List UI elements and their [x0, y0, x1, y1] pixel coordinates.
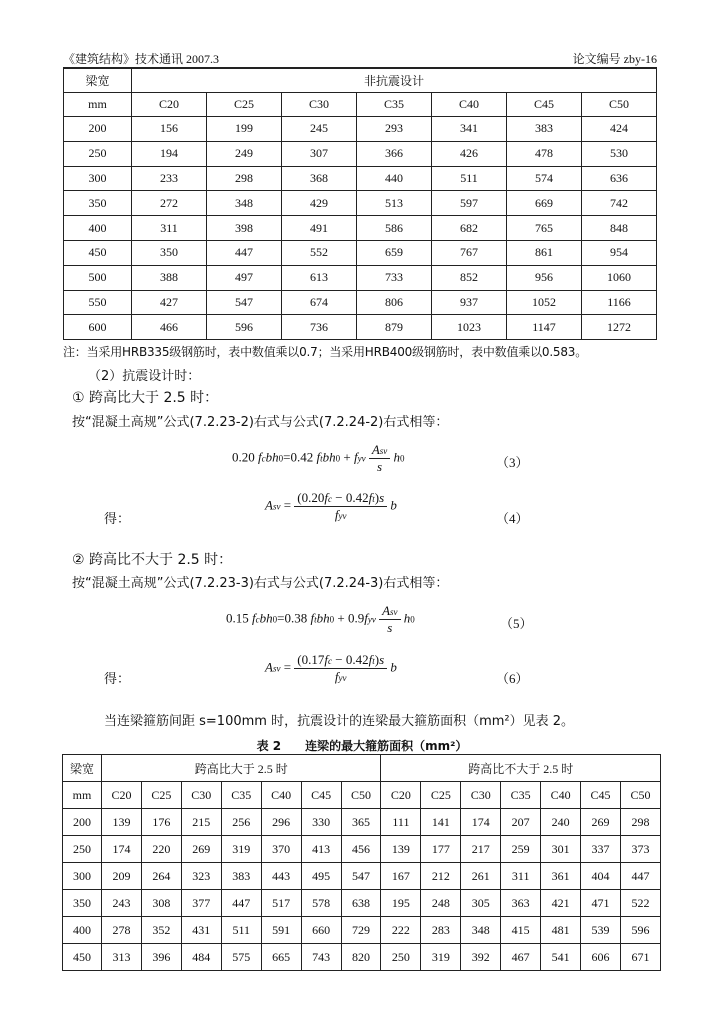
table-cell: 240	[541, 809, 581, 836]
grade-header: C30	[282, 93, 357, 117]
row-width: 500	[64, 265, 132, 290]
row-width: 450	[63, 944, 102, 971]
table-cell: 852	[432, 265, 507, 290]
table-cell: 243	[102, 890, 142, 917]
table-cell: 361	[541, 863, 581, 890]
table-cell: 341	[432, 117, 507, 142]
table-cell: 248	[421, 890, 461, 917]
grade-header: C25	[141, 782, 181, 809]
table-cell: 174	[102, 836, 142, 863]
table-row	[63, 917, 661, 944]
table-cell: 517	[261, 890, 301, 917]
summary-text: 当连梁箍筋间距 s=100mm 时，抗震设计的连梁最大箍筋面积（mm²）见表 2。	[104, 714, 575, 729]
row-width: 250	[64, 141, 132, 166]
table-cell: 396	[141, 944, 181, 971]
table-cell: 319	[221, 836, 261, 863]
table-cell: 249	[207, 141, 282, 166]
table-cell: 269	[581, 809, 621, 836]
table-cell: 307	[282, 141, 357, 166]
table-cell: 429	[282, 191, 357, 216]
table-cell: 591	[261, 917, 301, 944]
table-cell: 861	[507, 240, 582, 265]
table-row	[64, 240, 657, 265]
table-cell: 665	[261, 944, 301, 971]
table-cell: 330	[301, 809, 341, 836]
grade-header: C20	[381, 782, 421, 809]
table-row	[64, 265, 657, 290]
row-width: 300	[63, 863, 102, 890]
grade-header: C45	[507, 93, 582, 117]
table-cell: 659	[357, 240, 432, 265]
table-cell: 233	[132, 166, 207, 191]
grade-header: C50	[582, 93, 657, 117]
table-cell: 495	[301, 863, 341, 890]
row-width: 300	[64, 166, 132, 191]
table-cell: 363	[501, 890, 541, 917]
table-cell: 308	[141, 890, 181, 917]
table-cell: 660	[301, 917, 341, 944]
table-cell: 383	[507, 117, 582, 142]
table-cell: 638	[341, 890, 381, 917]
table-cell: 491	[282, 216, 357, 241]
table-cell: 879	[357, 315, 432, 340]
table-cell: 217	[461, 836, 501, 863]
grade-header: C50	[341, 782, 381, 809]
table-cell: 141	[421, 809, 461, 836]
row-width: 350	[64, 191, 132, 216]
table-cell: 368	[282, 166, 357, 191]
table-cell: 1023	[432, 315, 507, 340]
table-cell: 415	[501, 917, 541, 944]
table-cell: 323	[181, 863, 221, 890]
table-cell: 366	[357, 141, 432, 166]
table-cell: 176	[141, 809, 181, 836]
table-cell: 199	[207, 117, 282, 142]
table-cell: 765	[507, 216, 582, 241]
table-cell: 596	[207, 315, 282, 340]
row-width: 200	[63, 809, 102, 836]
table-cell: 511	[432, 166, 507, 191]
table-cell: 613	[282, 265, 357, 290]
table-row	[63, 809, 661, 836]
table-row	[64, 290, 657, 315]
unit-label: mm	[63, 782, 102, 809]
row-width: 200	[64, 117, 132, 142]
case2-text: 按“混凝土高规”公式(7.2.23-3)右式与公式(7.2.24-3)右式相等：	[72, 576, 449, 591]
row-width: 550	[64, 290, 132, 315]
page-header	[63, 50, 657, 66]
table-cell: 596	[620, 917, 660, 944]
table-row	[63, 863, 661, 890]
table-cell: 337	[581, 836, 621, 863]
table-row	[63, 890, 661, 917]
table-cell: 586	[357, 216, 432, 241]
table-cell: 431	[181, 917, 221, 944]
table-cell: 207	[501, 809, 541, 836]
table-cell: 212	[421, 863, 461, 890]
equation-5: 0.15 fcbh0=0.38 ftbh0 + 0.9fyv $\frac{\text{Asv}}{s}$ h0	[226, 603, 415, 635]
row-width: 400	[63, 917, 102, 944]
group-header-span-gt: 跨高比大于 2.5 时	[102, 755, 381, 782]
table-cell: 139	[102, 809, 142, 836]
table-cell: 365	[341, 809, 381, 836]
table-cell: 209	[102, 863, 142, 890]
table-cell: 539	[581, 917, 621, 944]
table-cell: 742	[582, 191, 657, 216]
table-cell: 319	[421, 944, 461, 971]
table-cell: 1147	[507, 315, 582, 340]
table-cell: 937	[432, 290, 507, 315]
table-cell: 443	[261, 863, 301, 890]
grade-header: C20	[132, 93, 207, 117]
table-cell: 259	[501, 836, 541, 863]
table-cell: 956	[507, 265, 582, 290]
table-cell: 256	[221, 809, 261, 836]
table-cell: 177	[421, 836, 461, 863]
table-cell: 848	[582, 216, 657, 241]
table-cell: 456	[341, 836, 381, 863]
grade-header: C25	[421, 782, 461, 809]
grade-header: C35	[501, 782, 541, 809]
paper-number: 论文编号 zby-16	[572, 52, 657, 66]
table-cell: 392	[461, 944, 501, 971]
table-cell: 421	[541, 890, 581, 917]
table-cell: 383	[221, 863, 261, 890]
table-row	[64, 191, 657, 216]
equation-3: 0.20 fcbh0=0.42 ftbh0 + fyv $\frac{\text{Asv}}{s}$ h0	[232, 442, 405, 474]
table-cell: 729	[341, 917, 381, 944]
group-header: 非抗震设计	[132, 69, 657, 93]
table-row	[64, 166, 657, 191]
table-cell: 541	[541, 944, 581, 971]
case1-title: ① 跨高比大于 2.5 时：	[72, 390, 219, 406]
table-cell: 513	[357, 191, 432, 216]
case1-text: 按“混凝土高规”公式(7.2.23-2)右式与公式(7.2.24-2)右式相等：	[72, 415, 449, 430]
table-2-caption: 表 2 连梁的最大箍筋面积（mm²）	[256, 739, 468, 753]
unit-label: mm	[64, 93, 132, 117]
table-cell: 264	[141, 863, 181, 890]
grade-header: C40	[541, 782, 581, 809]
table-cell: 350	[132, 240, 207, 265]
table-1	[63, 68, 657, 340]
table-cell: 194	[132, 141, 207, 166]
table-cell: 671	[620, 944, 660, 971]
table-row	[63, 944, 661, 971]
table-cell: 283	[421, 917, 461, 944]
table-cell: 139	[381, 836, 421, 863]
section-title: （2）抗震设计时：	[88, 369, 201, 384]
table-cell: 484	[181, 944, 221, 971]
table-cell: 547	[207, 290, 282, 315]
equation-4-number: （4）	[496, 511, 529, 526]
eq6-label: 得：	[104, 672, 131, 687]
grade-header: C50	[620, 782, 660, 809]
grade-header: C40	[261, 782, 301, 809]
journal-title: 《建筑结构》技术通讯 2007.3	[63, 52, 220, 66]
table-cell: 467	[501, 944, 541, 971]
table-cell: 597	[432, 191, 507, 216]
table-cell: 352	[141, 917, 181, 944]
table-cell: 478	[507, 141, 582, 166]
table-cell: 447	[620, 863, 660, 890]
table-cell: 636	[582, 166, 657, 191]
table-cell: 426	[432, 141, 507, 166]
table-cell: 733	[357, 265, 432, 290]
table-cell: 296	[261, 809, 301, 836]
row-width: 600	[64, 315, 132, 340]
grade-header: C40	[432, 93, 507, 117]
table-cell: 1272	[582, 315, 657, 340]
table-cell: 305	[461, 890, 501, 917]
table-cell: 156	[132, 117, 207, 142]
table-cell: 195	[381, 890, 421, 917]
table-cell: 370	[261, 836, 301, 863]
table-cell: 1166	[582, 290, 657, 315]
table-cell: 806	[357, 290, 432, 315]
equation-4: Asv = $\frac{(0.20fc - 0.42ft)s}{\text{fyv}}$ b	[265, 490, 397, 522]
table-cell: 552	[282, 240, 357, 265]
table-cell: 954	[582, 240, 657, 265]
col-header-width: 梁宽	[64, 69, 132, 93]
table-cell: 311	[132, 216, 207, 241]
table-cell: 220	[141, 836, 181, 863]
grade-header: C30	[181, 782, 221, 809]
table-cell: 311	[501, 863, 541, 890]
case2-title: ② 跨高比不大于 2.5 时：	[72, 552, 233, 568]
table-cell: 575	[221, 944, 261, 971]
table-cell: 348	[461, 917, 501, 944]
table-cell: 820	[341, 944, 381, 971]
table-cell: 466	[132, 315, 207, 340]
table-cell: 293	[357, 117, 432, 142]
table-cell: 250	[381, 944, 421, 971]
grade-header: C25	[207, 93, 282, 117]
table-cell: 606	[581, 944, 621, 971]
grade-header: C35	[357, 93, 432, 117]
table-cell: 377	[181, 890, 221, 917]
table-cell: 222	[381, 917, 421, 944]
table-row	[64, 315, 657, 340]
table-cell: 427	[132, 290, 207, 315]
table-cell: 511	[221, 917, 261, 944]
table-cell: 497	[207, 265, 282, 290]
col-header-width: 梁宽	[63, 755, 102, 782]
table-cell: 743	[301, 944, 341, 971]
table-cell: 447	[221, 890, 261, 917]
table-note: 注：当采用HRB335级钢筋时，表中数值乘以0.7；当采用HRB400级钢筋时，表中数值乘以0.583。	[63, 345, 588, 359]
table-cell: 424	[582, 117, 657, 142]
equation-3-number: （3）	[496, 455, 529, 470]
table-cell: 245	[282, 117, 357, 142]
table-cell: 298	[207, 166, 282, 191]
table-cell: 578	[301, 890, 341, 917]
table-row	[64, 117, 657, 142]
table-cell: 1060	[582, 265, 657, 290]
table-row	[63, 836, 661, 863]
table-cell: 404	[581, 863, 621, 890]
table-cell: 313	[102, 944, 142, 971]
row-width: 400	[64, 216, 132, 241]
row-width: 250	[63, 836, 102, 863]
eq4-label: 得：	[104, 512, 131, 527]
grade-header: C35	[221, 782, 261, 809]
table-cell: 215	[181, 809, 221, 836]
table-cell: 447	[207, 240, 282, 265]
table-cell: 269	[181, 836, 221, 863]
table-cell: 388	[132, 265, 207, 290]
table-cell: 547	[341, 863, 381, 890]
table-cell: 669	[507, 191, 582, 216]
table-cell: 530	[582, 141, 657, 166]
table-cell: 398	[207, 216, 282, 241]
table-cell: 682	[432, 216, 507, 241]
table-row	[64, 216, 657, 241]
equation-6-number: （6）	[496, 671, 529, 686]
table-cell: 522	[620, 890, 660, 917]
grade-header: C30	[461, 782, 501, 809]
row-width: 450	[64, 240, 132, 265]
table-cell: 674	[282, 290, 357, 315]
grade-header: C45	[301, 782, 341, 809]
table-cell: 298	[620, 809, 660, 836]
table-cell: 574	[507, 166, 582, 191]
table-cell: 440	[357, 166, 432, 191]
table-cell: 278	[102, 917, 142, 944]
grade-header: C20	[102, 782, 142, 809]
table-cell: 373	[620, 836, 660, 863]
table-cell: 767	[432, 240, 507, 265]
table-cell: 413	[301, 836, 341, 863]
table-row	[64, 141, 657, 166]
group-header-span-le: 跨高比不大于 2.5 时	[381, 755, 661, 782]
table-cell: 1052	[507, 290, 582, 315]
table-cell: 272	[132, 191, 207, 216]
table-cell: 111	[381, 809, 421, 836]
table-cell: 471	[581, 890, 621, 917]
equation-5-number: （5）	[500, 616, 533, 631]
table-cell: 301	[541, 836, 581, 863]
table-cell: 174	[461, 809, 501, 836]
table-cell: 481	[541, 917, 581, 944]
row-width: 350	[63, 890, 102, 917]
table-2	[62, 754, 661, 971]
table-cell: 348	[207, 191, 282, 216]
grade-header: C45	[581, 782, 621, 809]
table-cell: 261	[461, 863, 501, 890]
table-cell: 736	[282, 315, 357, 340]
equation-6: Asv = $\frac{(0.17fc - 0.42ft)s}{\text{fyv}}$ b	[265, 652, 397, 684]
table-cell: 167	[381, 863, 421, 890]
